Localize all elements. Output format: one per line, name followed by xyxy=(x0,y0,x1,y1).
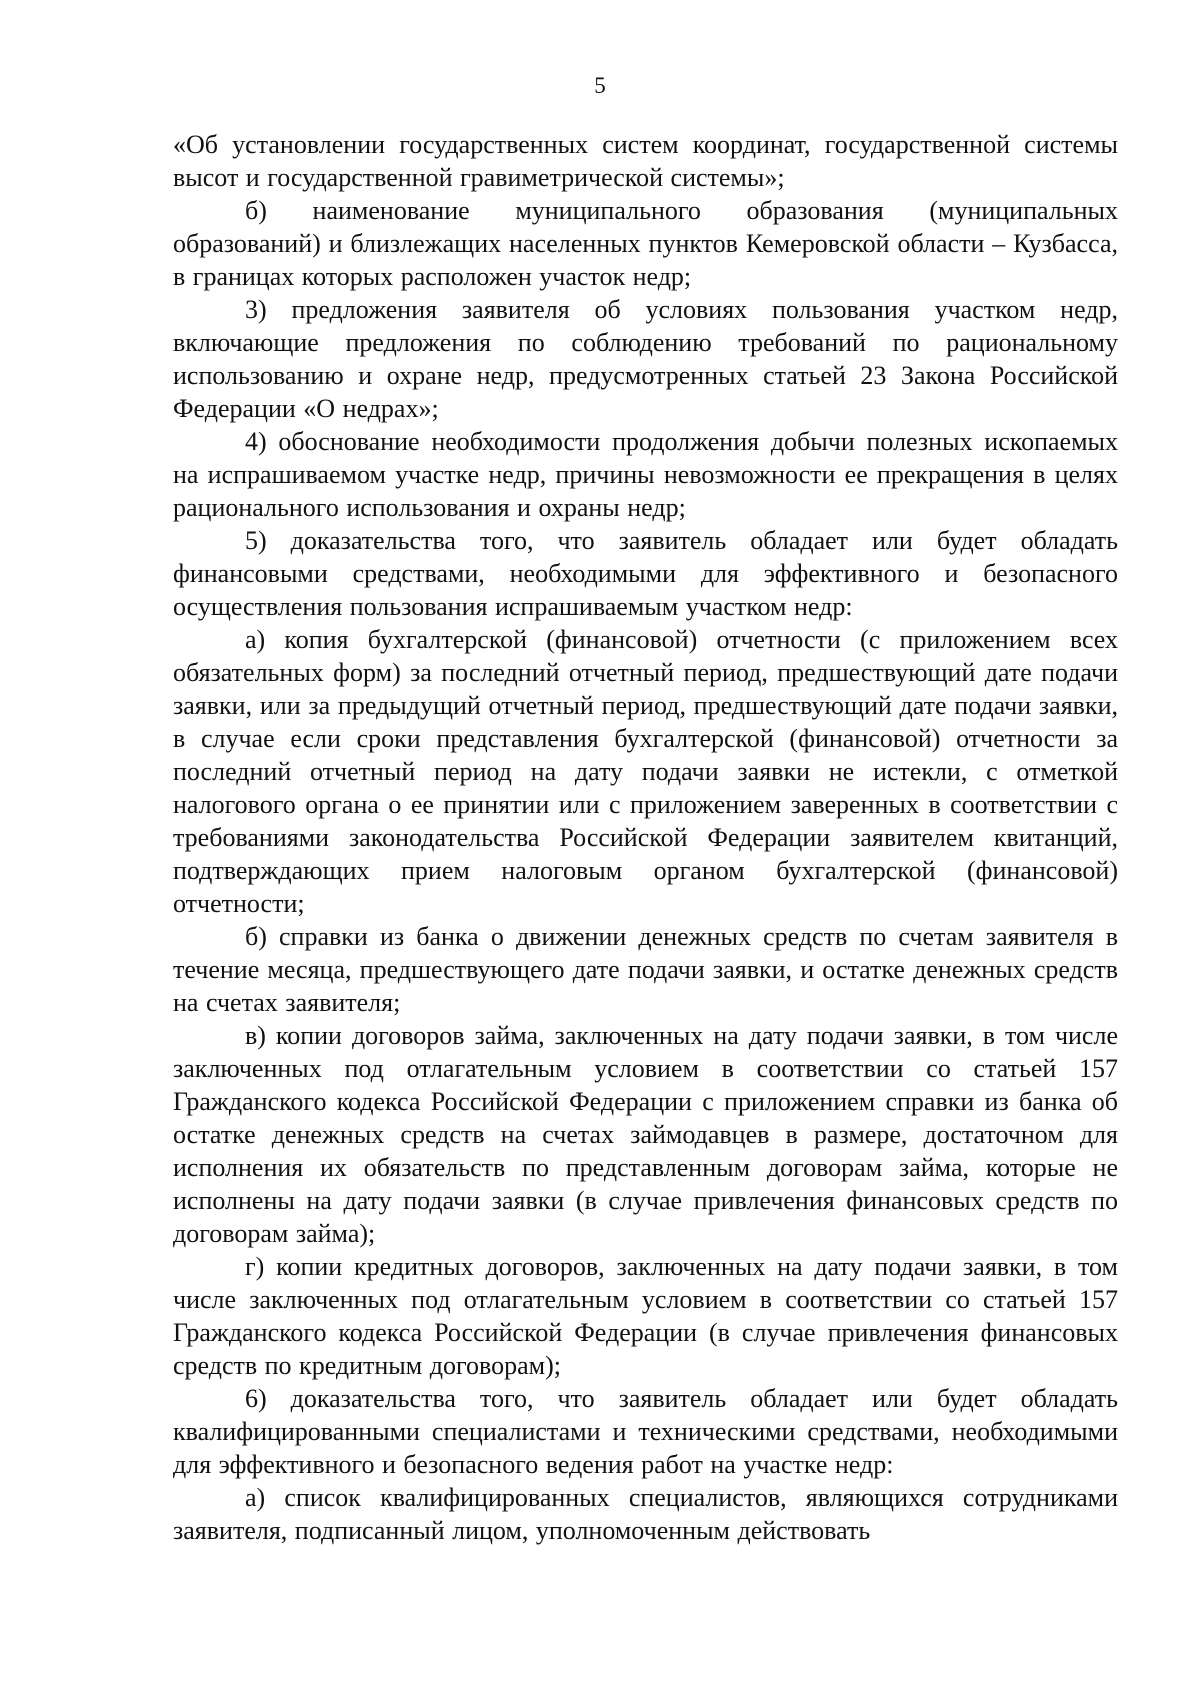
paragraph-subitem-b-bank-statements: б) справки из банка о движении денежных средств по счетам заявителя в течение месяца, предшествующего дате подачи заявки, и остатке денежных средств на счетах заявителя; xyxy=(173,922,1118,1017)
paragraph-subitem-g-credit-agreements: г) копии кредитных договоров, заключенных на дату подачи заявки, в том числе заключенных под отлагательным условием в соответствии со статьей 157 Гражданского кодекса Российской Федерации (в случае привлечения финансовых средств по кредитным договорам); xyxy=(173,1252,1118,1380)
paragraph-continuation: «Об установлении государственных систем координат, государственной системы высот и государственной гравиметрической системы»; xyxy=(173,130,1118,192)
paragraph-item-6-qualified-staff: 6) доказательства того, что заявитель обладает или будет обладать квалифицированными специалистами и техническими средствами, необходимыми для эффективного и безопасного ведения работ на участке недр: xyxy=(173,1384,1118,1479)
paragraph-item-5-financial-evidence: 5) доказательства того, что заявитель обладает или будет обладать финансовыми средствами, необходимыми для эффективного и безопасного осуществления пользования испрашиваемым участком недр: xyxy=(173,526,1118,621)
paragraph-item-4-justification: 4) обоснование необходимости продолжения добычи полезных ископаемых на испрашиваемом участке недр, причины невозможности ее прекращения в целях рационального использования и охраны недр; xyxy=(173,427,1118,522)
page-number: 5 xyxy=(594,73,606,98)
document-body xyxy=(173,128,1118,1547)
paragraph-subitem-a-accounting: а) копия бухгалтерской (финансовой) отчетности (с приложением всех обязательных форм) за последний отчетный период, предшествующий дате подачи заявки, или за предыдущий отчетный период, предшествующий дате подачи заявки, в случае если сроки представления бухгалтерской (финансовой) отчетности за последний отчетный период на дату подачи заявки не истекли, с отметкой налогового органа о ее принятии или с приложением заверенных в соответствии с требованиями законодательства Российской Федерации заявителем квитанций, подтверждающих прием налоговым органом бухгалтерской (финансовой) отчетности; xyxy=(173,625,1118,918)
paragraph-subitem-v-loan-agreements: в) копии договоров займа, заключенных на дату подачи заявки, в том числе заключенных под отлагательным условием в соответствии со статьей 157 Гражданского кодекса Российской Федерации с приложением справки из банка об остатке денежных средств на счетах займодавцев в размере, достаточном для исполнения их обязательств по представленным договорам займа, которые не исполнены на дату подачи заявки (в случае привлечения финансовых средств по договорам займа); xyxy=(173,1021,1118,1248)
paragraph-subitem-a-specialists-list: а) список квалифицированных специалистов, являющихся сотрудниками заявителя, подписанный лицом, уполномоченным действовать xyxy=(173,1483,1118,1545)
paragraph-item-b-municipality: б) наименование муниципального образования (муниципальных образований) и близлежащих населенных пунктов Кемеровской области – Кузбасса, в границах которых расположен участок недр; xyxy=(173,196,1118,291)
paragraph-item-3-proposals: 3) предложения заявителя об условиях пользования участком недр, включающие предложения по соблюдению требований по рациональному использованию и охране недр, предусмотренных статьей 23 Закона Российской Федерации «О недрах»; xyxy=(173,295,1118,423)
